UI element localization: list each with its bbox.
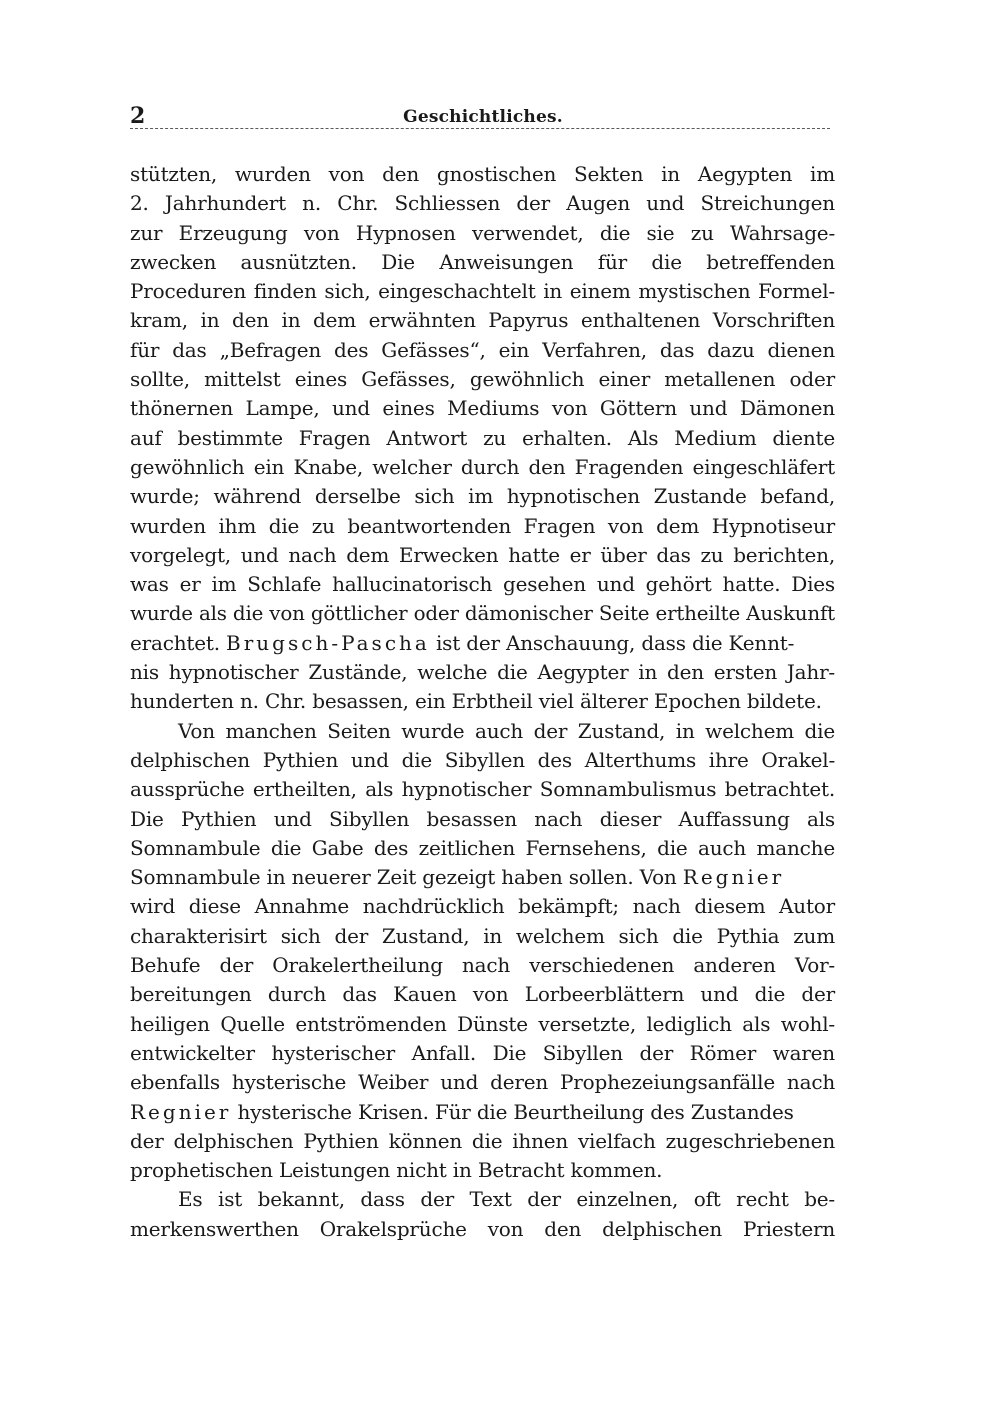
text-line: Somnambule die Gabe des zeitlichen Fernsehens, die auch manche	[130, 835, 835, 860]
text-line: Proceduren finden sich, eingeschachtelt in einem mystischen Formel-	[130, 279, 835, 304]
spaced-name: Regnier	[682, 865, 785, 890]
text-segment: Somnambule in neuerer Zeit gezeigt haben sollen. Von	[130, 865, 683, 890]
text-line: gewöhnlich ein Knabe, welcher durch den Fragenden eingeschläfert	[130, 454, 835, 479]
text-line: wurde als die von göttlicher oder dämonischer Seite ertheilte Auskunft	[130, 601, 835, 626]
text-line: für das „Befragen des Gefässes“, ein Verfahren, das dazu dienen	[130, 337, 835, 362]
text-line: merkenswerthen Orakelsprüche von den delphischen Priestern	[130, 1216, 835, 1241]
text-line: der delphischen Pythien können die ihnen vielfach zugeschriebenen	[130, 1128, 835, 1153]
text-line: zur Erzeugung von Hypnosen verwendet, die sie zu Wahrsage-	[130, 220, 835, 245]
text-line: Behufe der Orakelertheilung nach verschiedenen anderen Vor-	[130, 953, 835, 978]
text-line: hunderten n. Chr. besassen, ein Erbtheil viel älterer Epochen bildete.	[130, 689, 822, 714]
text-line: aussprüche ertheilten, als hypnotischer Somnambulismus betrachtet.	[130, 777, 835, 802]
text-line: auf bestimmte Fragen Antwort zu erhalten. Als Medium diente	[130, 425, 835, 450]
page-number: 2	[130, 103, 146, 129]
page-header	[130, 104, 836, 128]
text-line: thönernen Lampe, und eines Mediums von Göttern und Dämonen	[130, 396, 835, 421]
text-line: Es ist bekannt, dass der Text der einzelnen, oft recht be-	[178, 1187, 835, 1212]
spaced-name: Regnier	[130, 1099, 232, 1124]
spaced-name: Brugsch-Pascha	[226, 630, 430, 655]
text-line	[130, 629, 835, 658]
text-segment: erachtet.	[130, 630, 227, 655]
text-line: sollte, mittelst eines Gefässes, gewöhnlich einer metallenen oder	[130, 367, 835, 392]
text-line	[130, 863, 835, 892]
text-line: nis hypnotischer Zustände, welche die Aegypter in den ersten Jahr-	[130, 660, 835, 685]
text-line: ebenfalls hysterische Weiber und deren Prophezeiungsanfälle nach	[130, 1070, 835, 1095]
text-line: charakterisirt sich der Zustand, in welchem sich die Pythia zum	[130, 923, 835, 948]
text-line: entwickelter hysterischer Anfall. Die Sibyllen der Römer waren	[130, 1040, 835, 1065]
text-line: vorgelegt, und nach dem Erwecken hatte er über das zu berichten,	[130, 542, 835, 567]
text-line: bereitungen durch das Kauen von Lorbeerblättern und die der	[130, 982, 835, 1007]
text-line: wurden ihm die zu beantwortenden Fragen von dem Hypnotiseur	[130, 513, 835, 538]
text-line: 2. Jahrhundert n. Chr. Schliessen der Augen und Streichungen	[130, 191, 835, 216]
text-line: zwecken ausnützten. Die Anweisungen für die betreffenden	[130, 249, 835, 274]
text-line: prophetischen Leistungen nicht in Betracht kommen.	[130, 1158, 663, 1183]
running-head: Geschichtliches.	[403, 107, 563, 127]
body-text	[130, 160, 835, 1244]
text-line: delphischen Pythien und die Sibyllen des Alterthums ihre Orakel-	[130, 747, 835, 772]
text-line: kram, in den in dem erwähnten Papyrus enthaltenen Vorschriften	[130, 308, 835, 333]
text-line: Von manchen Seiten wurde auch der Zustand, in welchem die	[178, 718, 835, 743]
text-segment: hysterische Krisen. Für die Beurtheilung des Zustandes	[231, 1099, 794, 1124]
text-line: wird diese Annahme nachdrücklich bekämpft; nach diesem Autor	[130, 894, 835, 919]
text-line: was er im Schlafe hallucinatorisch gesehen und gehört hatte. Dies	[130, 572, 835, 597]
text-line: stützten, wurden von den gnostischen Sekten in Aegypten im	[130, 162, 835, 186]
text-line: heiligen Quelle entströmenden Dünste versetzte, lediglich als wohl-	[130, 1011, 835, 1036]
text-line: Die Pythien und Sibyllen besassen nach dieser Auffassung als	[130, 806, 835, 831]
text-line: wurde; während derselbe sich im hypnotischen Zustande befand,	[130, 484, 835, 509]
text-line	[130, 1098, 835, 1127]
header-rule	[130, 128, 830, 129]
text-segment: ist der Anschauung, dass die Kennt-	[429, 630, 795, 655]
